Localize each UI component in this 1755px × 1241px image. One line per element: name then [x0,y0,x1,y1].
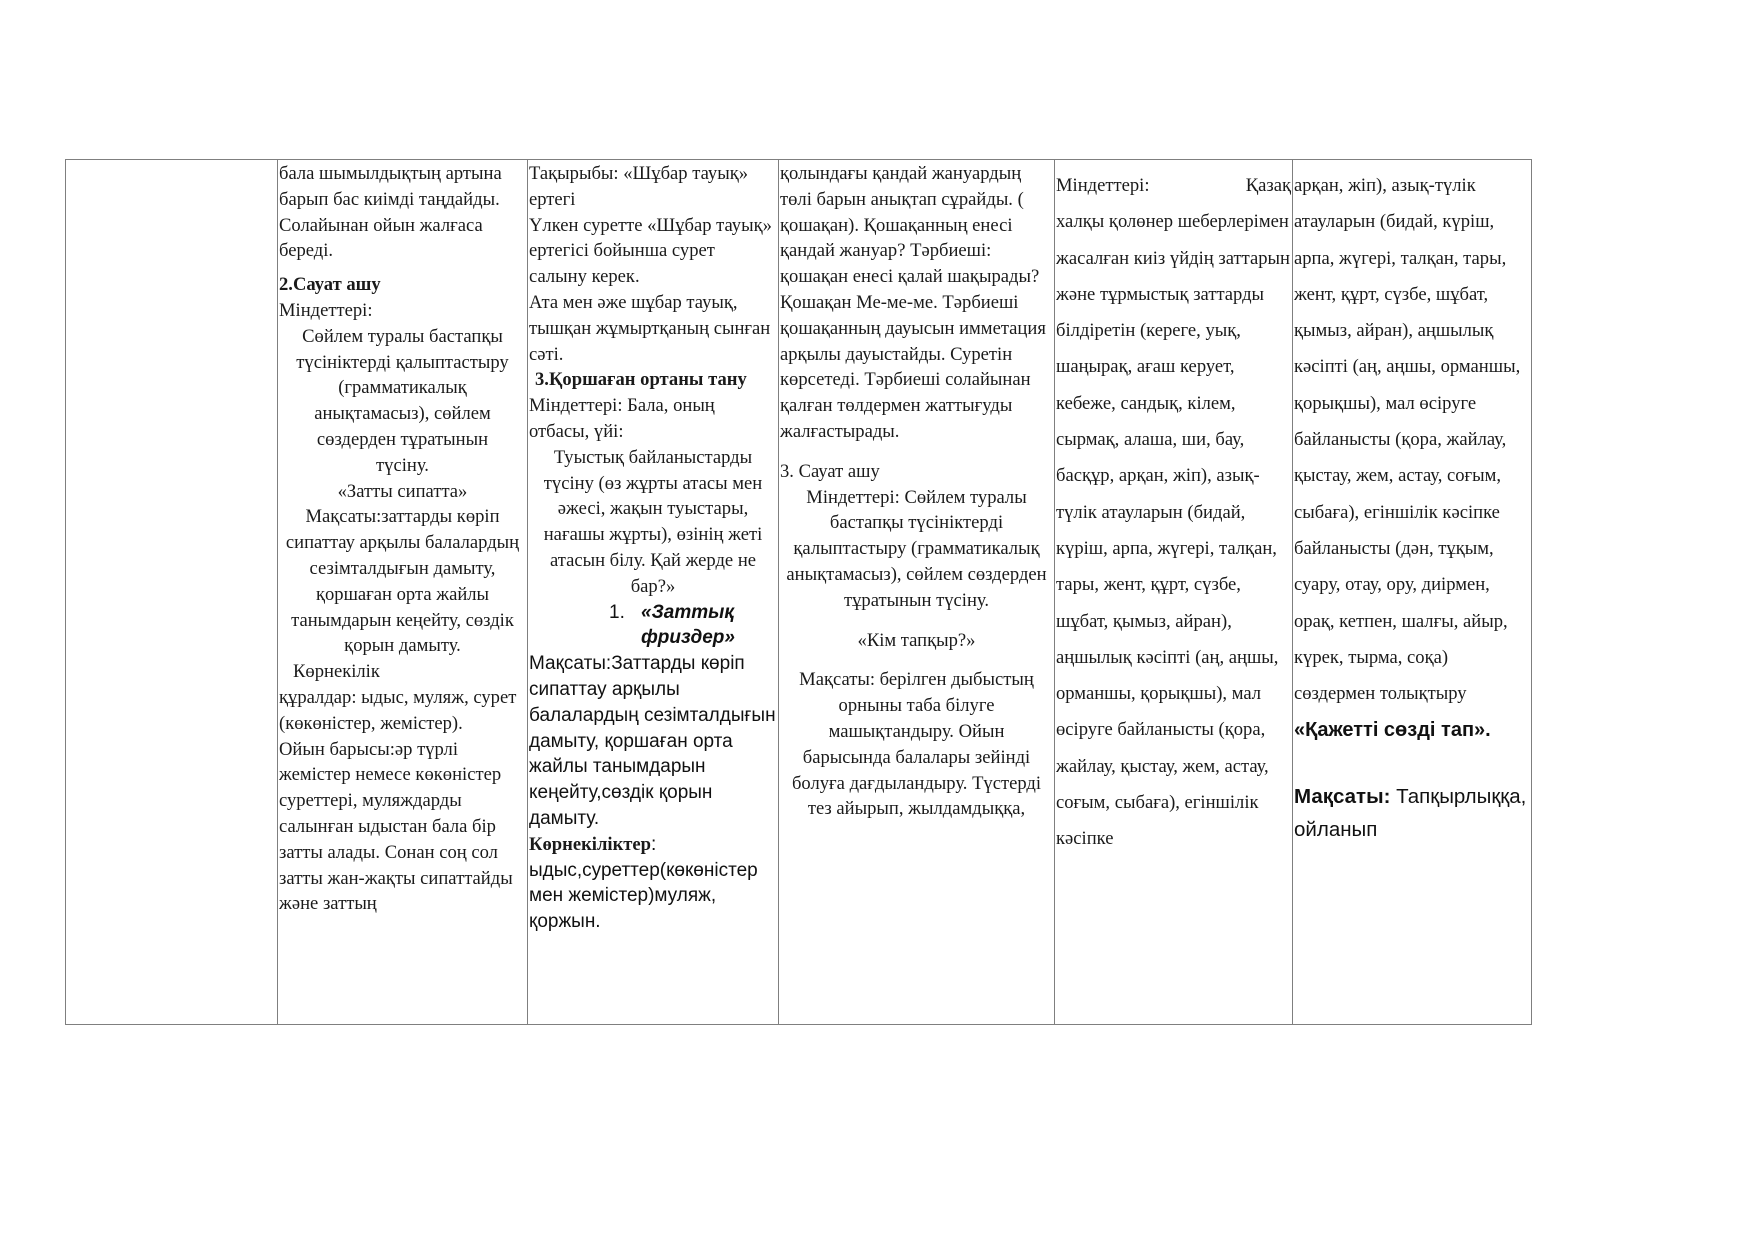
tasks-text: Сөйлем туралы бастапқы түсініктерді қалыптастыру (грамматикалық анықтамасыз), сөйлем сөздерден тұратынын түсіну. [296,325,509,476]
visual-label: Көрнекіліктер [529,833,652,855]
tasks-center-text: Туыстық байланыстарды түсіну (өз жұрты атасы мен әжесі, жақын туыстары, нағашы жұрты), өзінің жеті атасын білу. Қай жерде не бар?» [543,446,763,597]
game-title: «Қажетті сөзді тап». [1294,719,1491,742]
tasks-text: Міндеттері: Бала, оның отбасы, үйі: [529,395,715,442]
game-title: «Затты сипатта» [337,480,468,502]
visual-label: Көрнекілік [293,661,380,683]
table-row [66,160,1532,1025]
goal-text: Тапқырлыққа, ойланып [1294,784,1527,841]
list-title: «Заттық фриздер» [641,601,735,649]
goal-label: Мақсаты: [1294,784,1391,808]
visual-text: құралдар: ыдыс, муляж, сурет (көкөністер, жемістер). [279,686,517,734]
table-cell-empty [66,160,278,1025]
goal-text: Мақсаты: берілген дыбыстың орныны таба білуге машықтандыру. Ойын барысында балалары зейінді болуға дағдыландыру. Түстерді тез айырып, жылдамдыққа, [791,669,1042,820]
game-title: «Кім тапқыр?» [857,629,976,651]
list-item [529,600,777,652]
table-cell-tasks [1055,160,1293,1025]
paragraph: Үлкен суретте «Шұбар тауық» ертегісі бойынша сурет салыну керек. [529,214,772,288]
visual-text: : ыдыс,суреттер(көкөністер мен жемістер)муляж, қоржын. [529,833,758,933]
tasks-label: Міндеттері: [279,299,373,321]
paragraph: Ата мен әже шұбар тауық, тышқан жұмыртқаның сынған сәті. [529,291,771,365]
tasks-first-line [1056,168,1291,204]
plan-table [65,159,1532,1025]
section-heading: 3.Қоршаған ортаны тану [535,369,747,391]
tasks-word: Қазақ [1245,175,1291,196]
table-cell-environment [528,160,779,1025]
paragraph: қолындағы қандай жануардың төлі барын анықтап сұрайды. ( қошақан). Қошақанның енесі қандай жануар? Тәрбиеші: қошақан енесі қалай шақырады? Қошақан Ме-ме-ме. Тәрбиеші қошақанның дауысын имметация арқылы дауыстайды. Суретін көрсетеді. Тәрбиеші солайынан қалған төлдермен жаттығуды жалғастырады. [780,163,1046,442]
tasks-text: халқы қолөнер шеберлерімен жасалған киіз үйдің заттарын және тұрмыстық заттарды білдіретін (кереге, уық, шаңырақ, ағаш керует, кебеже, сандық, кілем, сырмақ, алаша, ши, бау, басқұр, арқан, жіп), азық-түлік атауларын (бидай, күріш, арпа, жүгері, талқан, тары, жент, құрт, сүзбе, шұбат, қымыз, айран), аңшылық кәсіпті (аң, аңшы, орманшы, қорықшы), мал өсіруге байланысты (қора, жайлау, қыстау, жем, астау, соғым, сыбаға), егіншілік кәсіпке [1056,211,1290,850]
table-cell-vocabulary [1293,160,1532,1025]
paragraph: бала шымылдықтың артына барып бас киімді таңдайды. Солайынан ойын жалғаса береді. [279,163,502,262]
goal-block [1294,780,1530,846]
section-heading: 3. Сауат ашу [780,460,880,482]
topic-text: Тақырыбы: «Шұбар тауық» ертегі [529,163,749,210]
table-cell-lesson [779,160,1055,1025]
table-cell-literacy [278,160,528,1025]
goal-text: Мақсаты:Заттарды көріп сипаттау арқылы балалардың сезімталдығын дамыту, қоршаған орта жайлы танымдарын кеңейту,сөздік қорын дамыту. [529,653,776,829]
visual-block [528,832,778,935]
vocabulary-text [1294,168,1530,750]
section-heading: 2.Сауат ашу [279,274,381,296]
list-number: 1. [609,601,625,623]
tasks-text: Міндеттері: Сөйлем туралы бастапқы түсініктерді қалыптастыру (грамматикалық анықтамасыз), сөйлем сөздерден тұратынын түсіну. [786,486,1047,611]
vocabulary-body: арқан, жіп), азық-түлік атауларын (бидай, күріш, арпа, жүгері, талқан, тары, жент, құрт, сүзбе, шұбат, қымыз, айран), аңшылық кәсіпті (аң, аңшы, орманшы, қорықшы), мал өсіруге байланысты (қора, жайлау, қыстау, жем, астау, соғым, сыбаға), егіншілік кәсіпке байланысты (дән, тұқым, суару, отау, ору, диірмен, орақ, кетпен, шалғы, айыр, күрек, тырма, соқа) сөздермен толықтыру [1294,175,1521,705]
goal-text: Мақсаты:заттарды көріп сипаттау арқылы балалардың сезімталдығын дамыту, қоршаған орта жайлы танымдарын кеңейту, сөздік қорын дамыту. [285,506,520,657]
process-text: Ойын барысы:әр түрлі жемістер немесе көкөністер суреттері, муляждарды салынған ыдыстан бала бір затты алады. Сонан соң сол затты жан-жақты сипаттайды және заттың [279,738,513,915]
tasks-label: Міндеттері: [1056,175,1150,196]
